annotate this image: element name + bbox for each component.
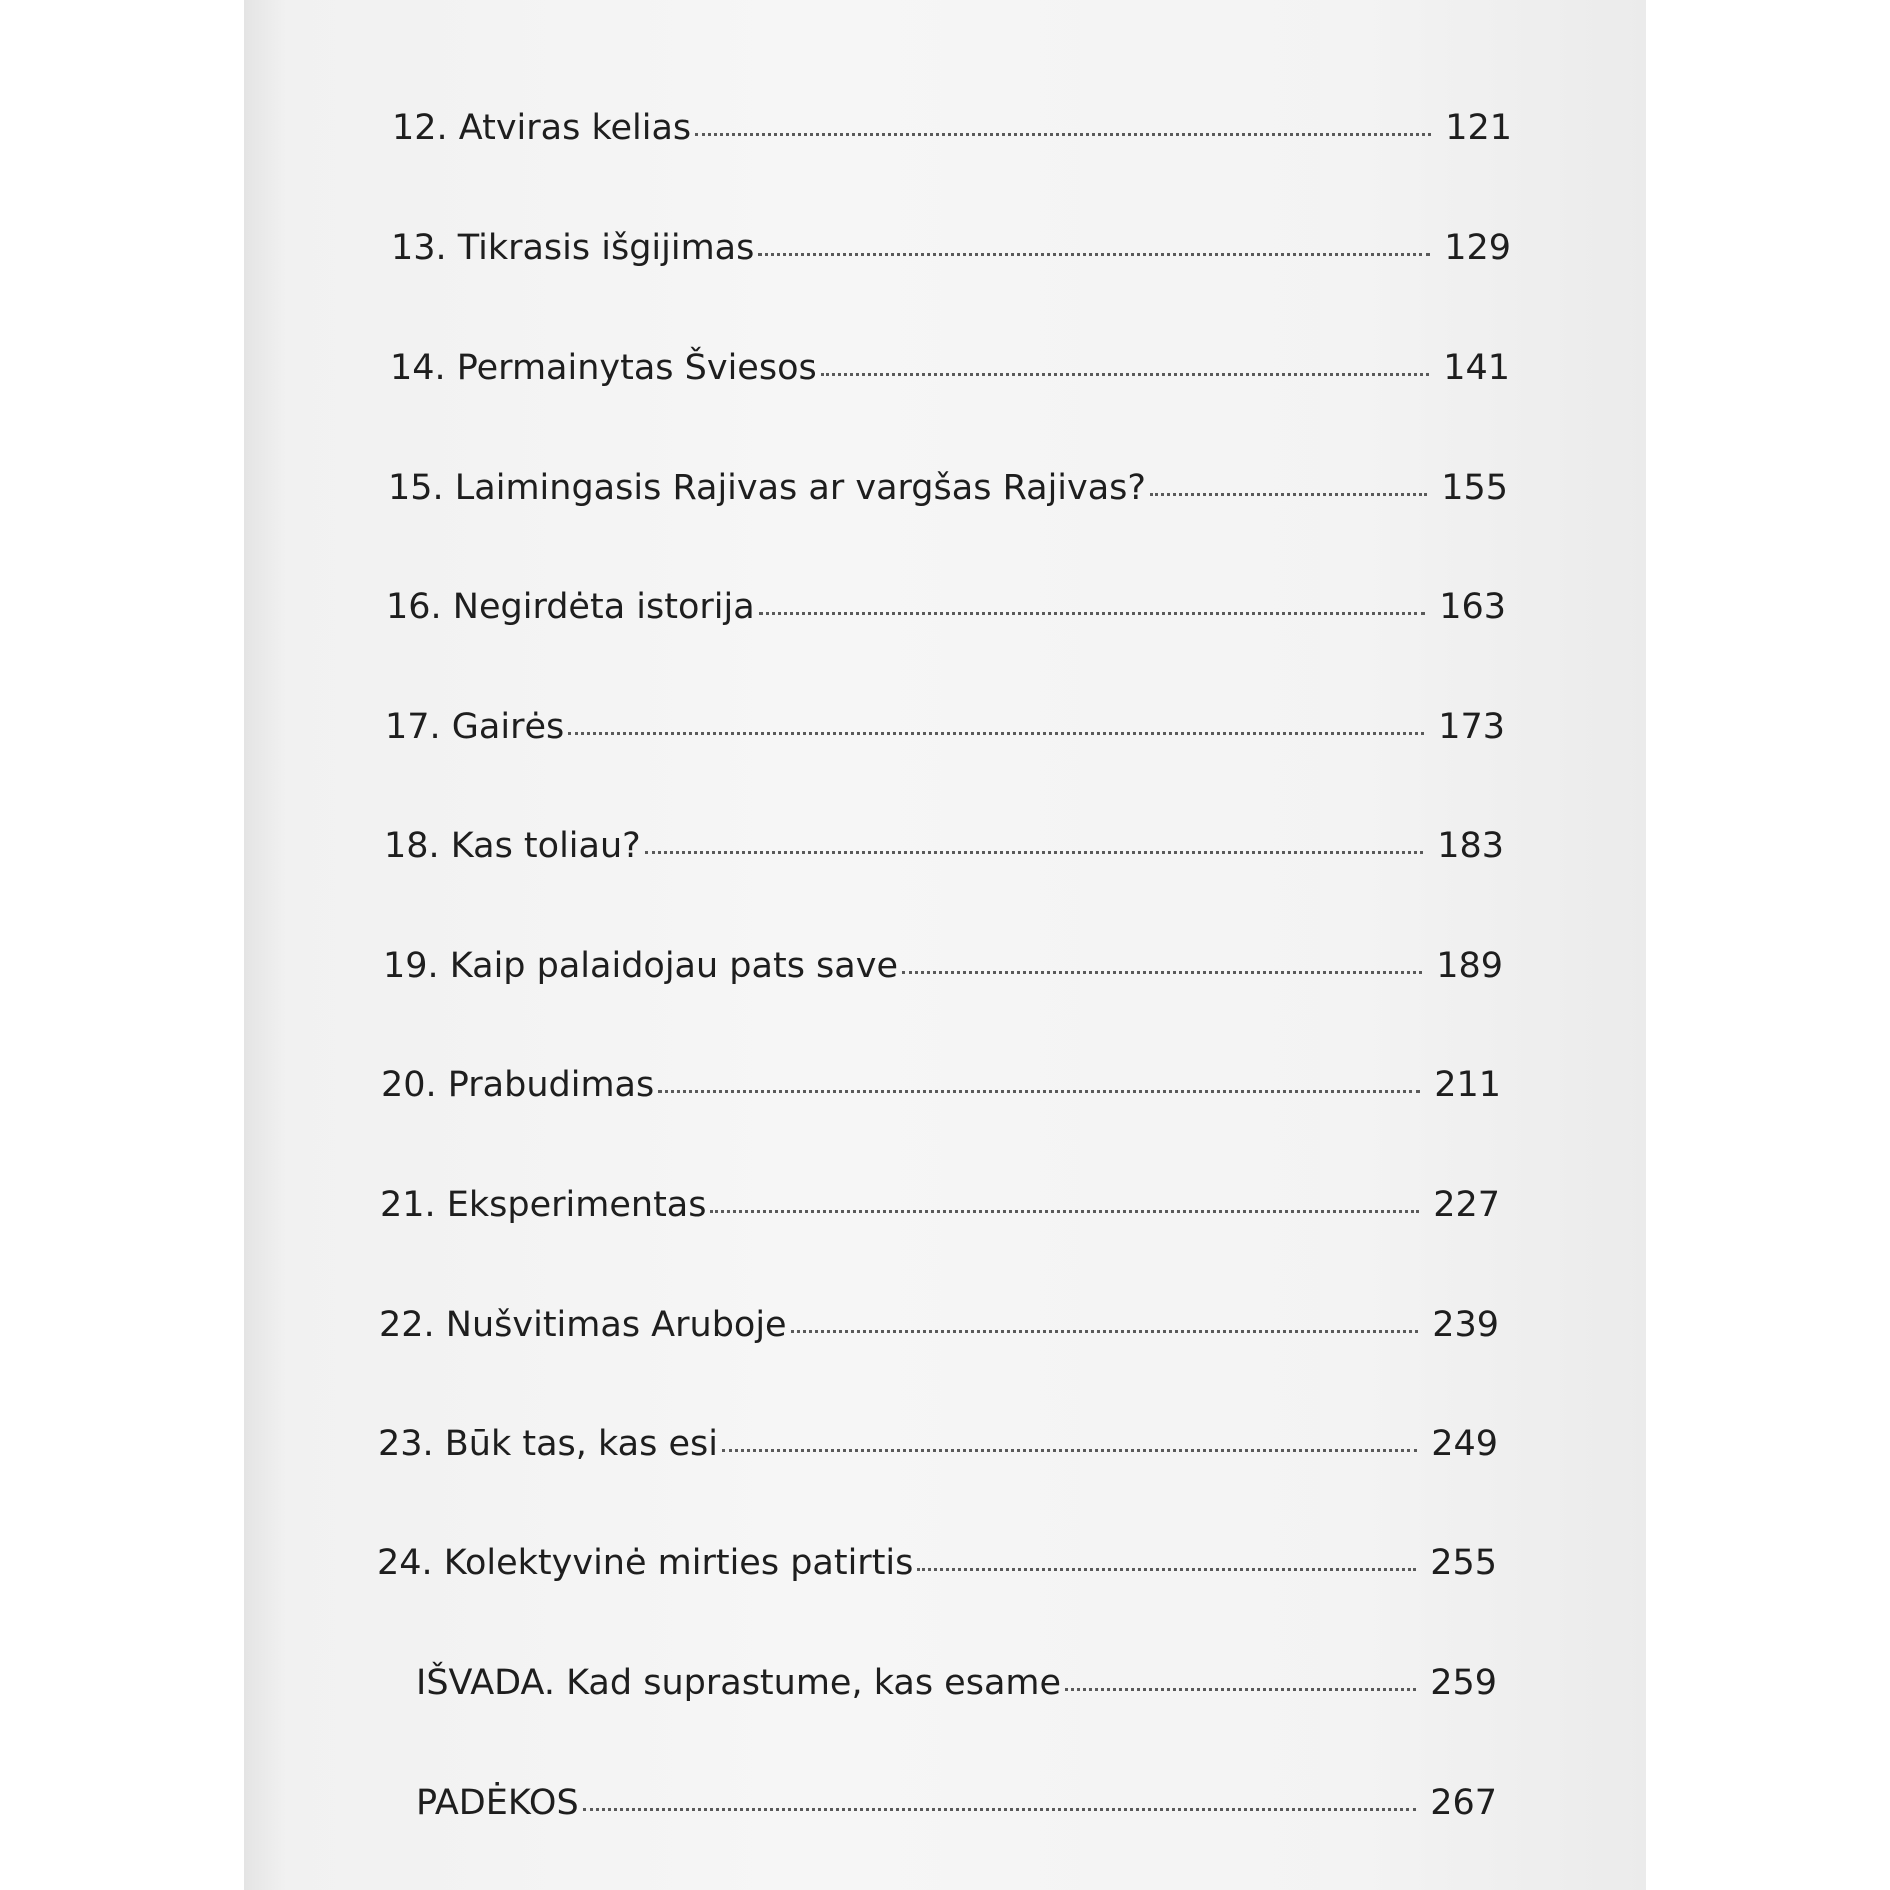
toc-entry — [383, 946, 1503, 986]
toc-entry-title: IŠVADA. Kad suprastume, kas esame — [416, 1663, 1062, 1703]
toc-entry — [378, 1424, 1498, 1464]
dot-leader — [710, 1210, 1419, 1213]
table-of-contents — [244, 0, 1646, 1890]
toc-entry-title: 23. Būk tas, kas esi — [378, 1424, 718, 1464]
dot-leader — [758, 253, 1430, 256]
toc-entry-page: 183 — [1437, 826, 1504, 866]
toc-entry — [386, 587, 1506, 627]
dot-leader — [917, 1568, 1416, 1571]
toc-entry — [384, 826, 1504, 866]
toc-entry-title: 19. Kaip palaidojau pats save — [383, 946, 898, 986]
dot-leader — [658, 1090, 1420, 1093]
toc-entry-title: 12. Atviras kelias — [392, 108, 692, 148]
toc-entry-page: 173 — [1438, 707, 1505, 747]
toc-entry-title: 15. Laimingasis Rajivas ar vargšas Rajivas? — [388, 468, 1146, 508]
toc-entry — [390, 348, 1510, 388]
dot-leader — [583, 1808, 1417, 1811]
dot-leader — [722, 1449, 1417, 1452]
dot-leader — [1150, 493, 1427, 496]
dot-leader — [1065, 1688, 1416, 1691]
dot-leader — [902, 971, 1422, 974]
toc-entry-page: 227 — [1433, 1185, 1500, 1225]
toc-entry-page: 141 — [1443, 348, 1510, 388]
toc-entry-page: 163 — [1439, 587, 1506, 627]
toc-entry — [377, 1543, 1497, 1583]
toc-entry-title: 24. Kolektyvinė mirties patirtis — [377, 1543, 914, 1583]
toc-entry-page: 189 — [1436, 946, 1503, 986]
toc-entry — [416, 1663, 1497, 1703]
toc-entry-title: 20. Prabudimas — [381, 1065, 655, 1105]
toc-entry-page: 267 — [1430, 1783, 1497, 1823]
toc-entry-title: 22. Nušvitimas Aruboje — [379, 1305, 787, 1345]
toc-entry-title: 16. Negirdėta istorija — [386, 587, 755, 627]
toc-entry-page: 239 — [1432, 1305, 1499, 1345]
toc-entry-page: 255 — [1430, 1543, 1497, 1583]
dot-leader — [645, 851, 1423, 854]
toc-entry — [392, 108, 1512, 148]
toc-entry — [416, 1783, 1497, 1823]
toc-entry — [381, 1065, 1501, 1105]
dot-leader — [759, 612, 1426, 615]
toc-entry-title: 17. Gairės — [385, 707, 565, 747]
toc-entry-page: 155 — [1441, 468, 1508, 508]
dot-leader — [791, 1330, 1419, 1333]
dot-leader — [568, 732, 1424, 735]
toc-entry — [385, 707, 1505, 747]
book-page — [244, 0, 1646, 1890]
toc-entry-title: PADĖKOS — [416, 1783, 579, 1823]
toc-entry — [388, 468, 1508, 508]
dot-leader — [695, 133, 1431, 136]
toc-entry-page: 259 — [1430, 1663, 1497, 1703]
toc-entry-page: 129 — [1444, 228, 1511, 268]
toc-entry-title: 14. Permainytas Šviesos — [390, 348, 817, 388]
dot-leader — [821, 373, 1429, 376]
toc-entry-page: 249 — [1431, 1424, 1498, 1464]
toc-entry-page: 211 — [1434, 1065, 1501, 1105]
toc-entry — [391, 228, 1511, 268]
toc-entry — [380, 1185, 1500, 1225]
toc-entry-title: 13. Tikrasis išgijimas — [391, 228, 755, 268]
toc-entry-title: 21. Eksperimentas — [380, 1185, 707, 1225]
toc-entry — [379, 1305, 1499, 1345]
toc-entry-title: 18. Kas toliau? — [384, 826, 641, 866]
toc-entry-page: 121 — [1445, 108, 1512, 148]
